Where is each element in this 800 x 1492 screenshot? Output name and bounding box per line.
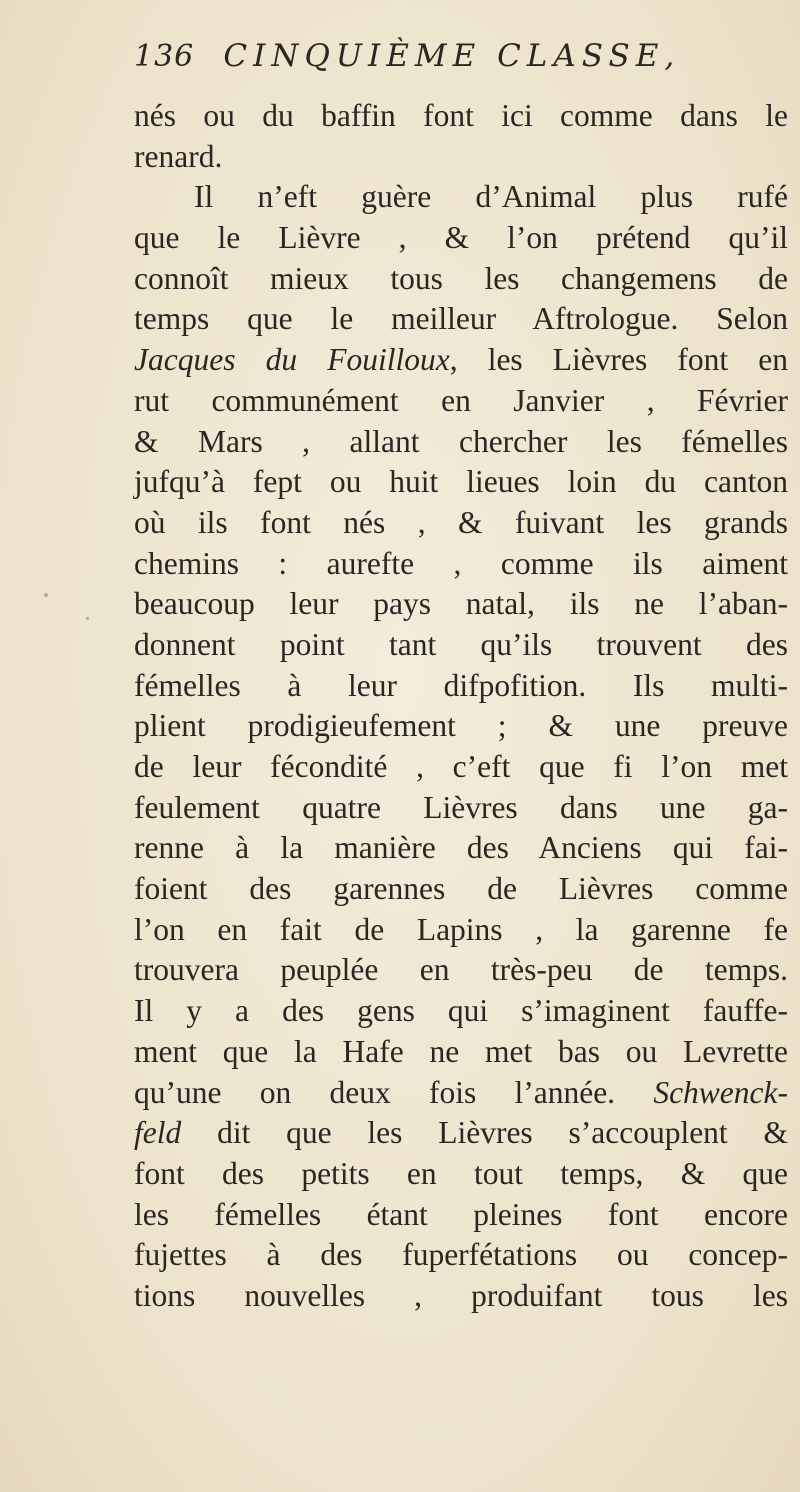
text-line — [134, 706, 788, 747]
line-text: de leur fécondité , c’eft que fi l’on met — [134, 749, 788, 784]
line-text: beaucoup leur pays natal, ils ne l’aban- — [134, 586, 788, 622]
text-line — [134, 625, 788, 666]
line-text: feulement quatre Lièvres dans une ga- — [134, 789, 788, 825]
text-line — [134, 1276, 788, 1317]
line-text: Il y a des gens qui s’imaginent fauffe- — [134, 993, 788, 1029]
line-text: les fémelles étant pleines font encore — [134, 1196, 788, 1232]
line-text: fémelles à leur difpofition. Ils multi- — [134, 667, 788, 703]
line-text: , les Lièvres font en — [449, 342, 788, 378]
italic-text: Schwenck- — [653, 1074, 788, 1110]
line-text: nés ou du baffin font ici comme dans le — [134, 98, 788, 133]
text-line — [134, 584, 788, 625]
text-line — [134, 1073, 788, 1114]
text-line — [134, 1154, 788, 1195]
line-text: foient des garennes de Lièvres comme — [134, 871, 788, 907]
paper-speck — [44, 593, 48, 597]
line-text: connoît mieux tous les changemens de — [134, 260, 788, 296]
text-line — [134, 1113, 788, 1154]
line-text: dit que les Lièvres s’accouplent & — [181, 1115, 788, 1151]
text-line — [134, 503, 788, 544]
text-line — [134, 544, 788, 585]
line-text: donnent point tant qu’ils trouvent des — [134, 626, 788, 662]
running-head: CINQUIÈME CLASSE, — [223, 38, 681, 74]
line-text: plient prodigieufement ; & une preuve — [134, 708, 788, 744]
line-text: ment que la Hafe ne met bas ou Levrette — [134, 1033, 788, 1069]
line-text: jufqu’à fept ou huit lieues loin du canton — [134, 464, 788, 500]
italic-text: feld — [134, 1115, 182, 1151]
text-line — [134, 950, 788, 991]
text-line — [134, 340, 788, 381]
line-text: qu’une on deux fois l’année. — [134, 1074, 654, 1110]
italic-text: Jacques du Fouilloux — [134, 342, 450, 378]
text-line — [134, 218, 788, 259]
line-text: font des petits en tout temps, & que — [134, 1155, 788, 1191]
text-line — [134, 869, 788, 910]
line-text: chemins : aurefte , comme ils aiment — [134, 545, 788, 581]
text-line — [134, 991, 788, 1032]
text-line — [134, 1032, 788, 1073]
text-line — [134, 96, 788, 137]
line-text: renne à la manière des Anciens qui fai- — [134, 830, 788, 866]
text-line — [134, 788, 788, 829]
text-line — [134, 259, 788, 300]
line-text: temps que le meilleur Aftrologue. Selon — [134, 301, 788, 337]
page-header — [134, 38, 774, 94]
text-line — [134, 299, 788, 340]
text-line — [134, 137, 788, 178]
line-text: où ils font nés , & fuivant les grands — [134, 504, 788, 540]
text-line — [134, 381, 788, 422]
page-number: 136 — [134, 39, 195, 74]
text-line — [134, 666, 788, 707]
line-text: l’on en fait de Lapins , la garenne fe — [134, 911, 788, 947]
text-line — [134, 828, 788, 869]
text-line — [134, 177, 788, 218]
line-text: que le Lièvre , & l’on prétend qu’il — [134, 220, 788, 256]
line-text: & Mars , allant chercher les fémelles — [134, 423, 788, 459]
text-line — [134, 1195, 788, 1236]
text-line — [134, 747, 788, 788]
line-text: trouvera peuplée en très-peu de temps. — [134, 952, 788, 988]
line-text: Il n’eft guère d’Animal plus rufé — [194, 179, 788, 215]
text-line — [134, 1235, 788, 1276]
line-text: renard. — [134, 138, 223, 174]
line-text: fujettes à des fuperfétations ou concep- — [134, 1237, 788, 1273]
paper-speck — [86, 617, 89, 620]
line-text: tions nouvelles , produifant tous les — [134, 1277, 788, 1313]
text-body — [134, 96, 788, 1317]
text-line — [134, 462, 788, 503]
text-line — [134, 910, 788, 951]
text-line — [134, 422, 788, 463]
line-text: rut communément en Janvier , Février — [134, 382, 788, 418]
